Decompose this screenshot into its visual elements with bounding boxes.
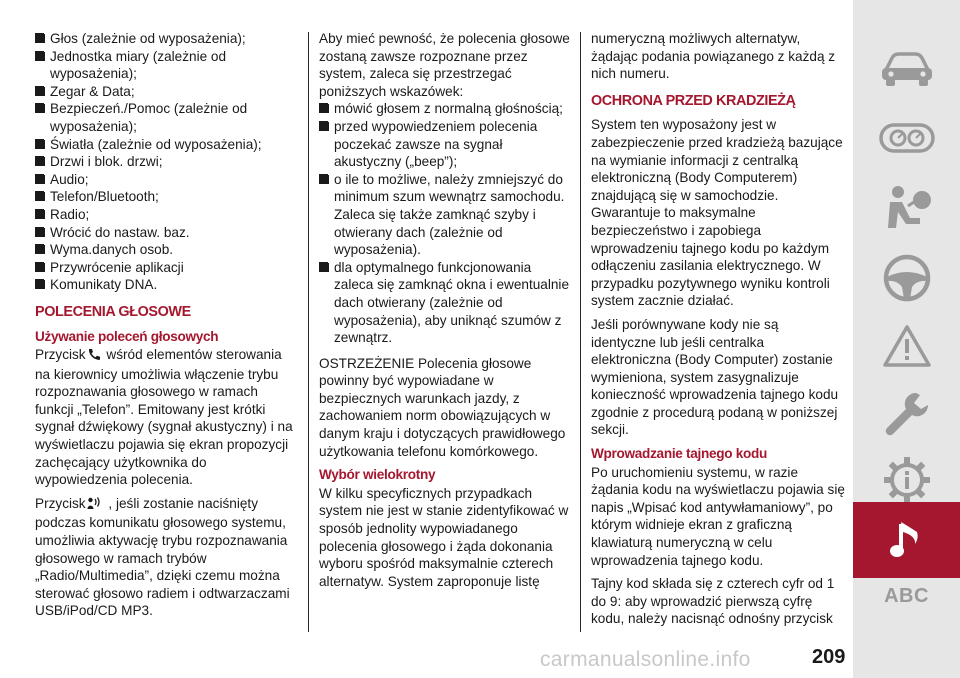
list-item: Głos (zależnie od wyposażenia);: [35, 30, 300, 48]
list-item: Wyma.danych osob.: [35, 241, 300, 259]
settings-list: [35, 30, 300, 294]
subsection-title-using-voice-commands: Używanie poleceń głosowych: [35, 328, 219, 344]
bullet-box-icon: [319, 262, 329, 272]
bullet-box-icon: [35, 103, 45, 113]
music-note-icon[interactable]: [853, 502, 960, 578]
list-item: Światła (zależnie od wyposażenia);: [35, 136, 300, 154]
column-1: [35, 30, 300, 626]
airbag-person-icon[interactable]: [853, 170, 960, 246]
paragraph-continued: numeryczną możliwych alternatyw, żądając podania powiązanego z każdą z nich numeru.: [591, 31, 836, 82]
warning-paragraph: OSTRZEŻENIE Polecenia głosowe powinny być wypowiadane w bezpiecznych warunkach jazdy, z zachowaniem norm obowiązujących w danym kraju i dotyczących prawidłowego użytkowania telefonu komórkowego.: [319, 355, 566, 459]
list-item: Radio;: [35, 206, 300, 224]
list-item: Drzwi i blok. drzwi;: [35, 153, 300, 171]
list-item: Komunikaty DNA.: [35, 276, 300, 294]
paragraph-intro: Aby mieć pewność, że polecenia głosowe zostaną zawsze rozpoznane przez system, zaleca się przestrzegać poniższych wskazówek:: [319, 31, 570, 99]
page-number: 209: [812, 646, 846, 668]
subsection-title-multiple-choice: Wybór wielokrotny: [319, 467, 436, 483]
bullet-box-icon: [35, 139, 45, 149]
bullet-box-icon: [35, 244, 45, 254]
steering-wheel-icon[interactable]: [853, 240, 960, 316]
wrench-icon[interactable]: [853, 376, 960, 452]
list-item: Jednostka miary (zależnie od wyposażenia);: [35, 48, 300, 83]
paragraph-anti-theft: System ten wyposażony jest w zabezpieczenie przed kradzieżą bazujące na wymianie informacji z centralką elektroniczną (Body Computerem) znajdującą się w samochodzie. Gwarantuje to maksymalne bezpieczeństwo i zapobiega wprowadzeniu tajnego kodu po każdym odłączeniu zasilania elektrycznego. W przypadku pozytywnego wyniku kontroli system zacznie działać.: [591, 117, 843, 309]
voice-speaking-icon: [87, 496, 103, 515]
subsection-title-entering-code: Wprowadzanie tajnego kodu: [591, 446, 768, 462]
bullet-box-icon: [319, 121, 329, 131]
column-divider: [308, 32, 309, 632]
bullet-box-icon: [35, 262, 45, 272]
tips-list: [319, 100, 571, 346]
bullet-box-icon: [35, 33, 45, 43]
list-item: Przywrócenie aplikacji: [35, 259, 300, 277]
bullet-box-icon: [35, 279, 45, 289]
list-item: o ile to możliwe, należy zmniejszyć do minimum szum wewnątrz samochodu. Zaleca się także zamknąć szyby i otwierany dach (zależnie od wyposażenia).: [319, 171, 571, 259]
paragraph-multiple-choice: W kilku specyficznych przypadkach system nie jest w stanie zidentyfikować w sposób jednolity wypowiadanego polecenia głosowego i żąda dokonania wyboru spośród maksymalnie czterech alternatyw. System zaproponuje listę: [319, 485, 569, 589]
warning-triangle-icon[interactable]: [853, 308, 960, 384]
paragraph-code-prompt: Po uruchomieniu systemu, w razie żądania kodu na wyświetlaczu pojawia się napis „Wpisać kod antywłamaniowy”, po którym widnieje ekran z graficzną klawiaturą numeryczną w celu wprowadzenia tajnego kodu.: [591, 464, 845, 568]
watermark: carmanualsonline.info: [540, 648, 751, 671]
column-divider: [580, 32, 581, 632]
bullet-box-icon: [35, 86, 45, 96]
section-title-anti-theft: OCHRONA PRZED KRADZIEŻĄ: [591, 92, 796, 109]
bullet-box-icon: [35, 227, 45, 237]
list-item: przed wypowiedzeniem polecenia poczekać zawsze na sygnał akustyczny („beep”);: [319, 118, 571, 171]
bullet-box-icon: [35, 209, 45, 219]
dashboard-gauges-icon[interactable]: [853, 100, 960, 176]
bullet-box-icon: [35, 156, 45, 166]
list-item: Zegar & Data;: [35, 83, 300, 101]
chapter-sidebar: [853, 0, 960, 678]
bullet-box-icon: [35, 191, 45, 201]
bullet-box-icon: [35, 174, 45, 184]
bullet-box-icon: [319, 103, 329, 113]
list-item: dla optymalnego funkcjonowania zaleca się zamknąć okna i ewentualnie dach otwierany (zależnie od wyposażenia), aby uniknąć szumów z zewnątrz.: [319, 259, 571, 347]
list-item: mówić głosem z normalną głośnością;: [319, 100, 571, 118]
paragraph-voice-button: Przycisk , jeśli zostanie naciśnięty podczas komunikatu głosowego systemu, umożliwia aktywację trybu rozpoznawania głosowego w ramach trybów „Radio/Multimedia”, dzięki czemu można sterować głosowo radiem i odtwarzaczami USB/iPod/CD MP3.: [35, 495, 290, 619]
abc-index-label[interactable]: ABC: [884, 585, 929, 607]
column-3: [591, 30, 846, 634]
bullet-box-icon: [319, 174, 329, 184]
list-item: Bezpieczeń./Pomoc (zależnie od wyposażenia);: [35, 100, 300, 135]
list-item: Wrócić do nastaw. baz.: [35, 224, 300, 242]
column-2: [319, 30, 571, 596]
phone-handset-icon: [87, 348, 101, 366]
bullet-box-icon: [35, 51, 45, 61]
paragraph-phone-voice: Przycisk wśród elementów sterowania na kierownicy umożliwia włączenie trybu rozpoznawania głosowego w ramach funkcji „Telefon”. Emitowany jest krótki sygnał dźwiękowy (sygnał akustyczny) i na wyświetlaczu pojawia się ekran propozycji zachęcający użytkownika do wypowiedzenia polecenia.: [35, 347, 293, 488]
car-icon[interactable]: [853, 30, 960, 106]
list-item: Audio;: [35, 171, 300, 189]
list-item: Telefon/Bluetooth;: [35, 188, 300, 206]
section-title-voice-commands: POLECENIA GŁOSOWE: [35, 303, 191, 320]
paragraph-code-digits: Tajny kod składa się z czterech cyfr od 1 do 9: aby wprowadzić pierwszą cyfrę kodu, należy nacisnąć odnośny przycisk: [591, 576, 835, 627]
paragraph-code-mismatch: Jeśli porównywane kody nie są identyczne lub jeśli centralka elektroniczna (Body Computer) zostanie wymieniona, system zasygnalizuje konieczność wprowadzenia tajnego kodu zgodnie z procedurą podaną w poniższej sekcji.: [591, 316, 839, 438]
